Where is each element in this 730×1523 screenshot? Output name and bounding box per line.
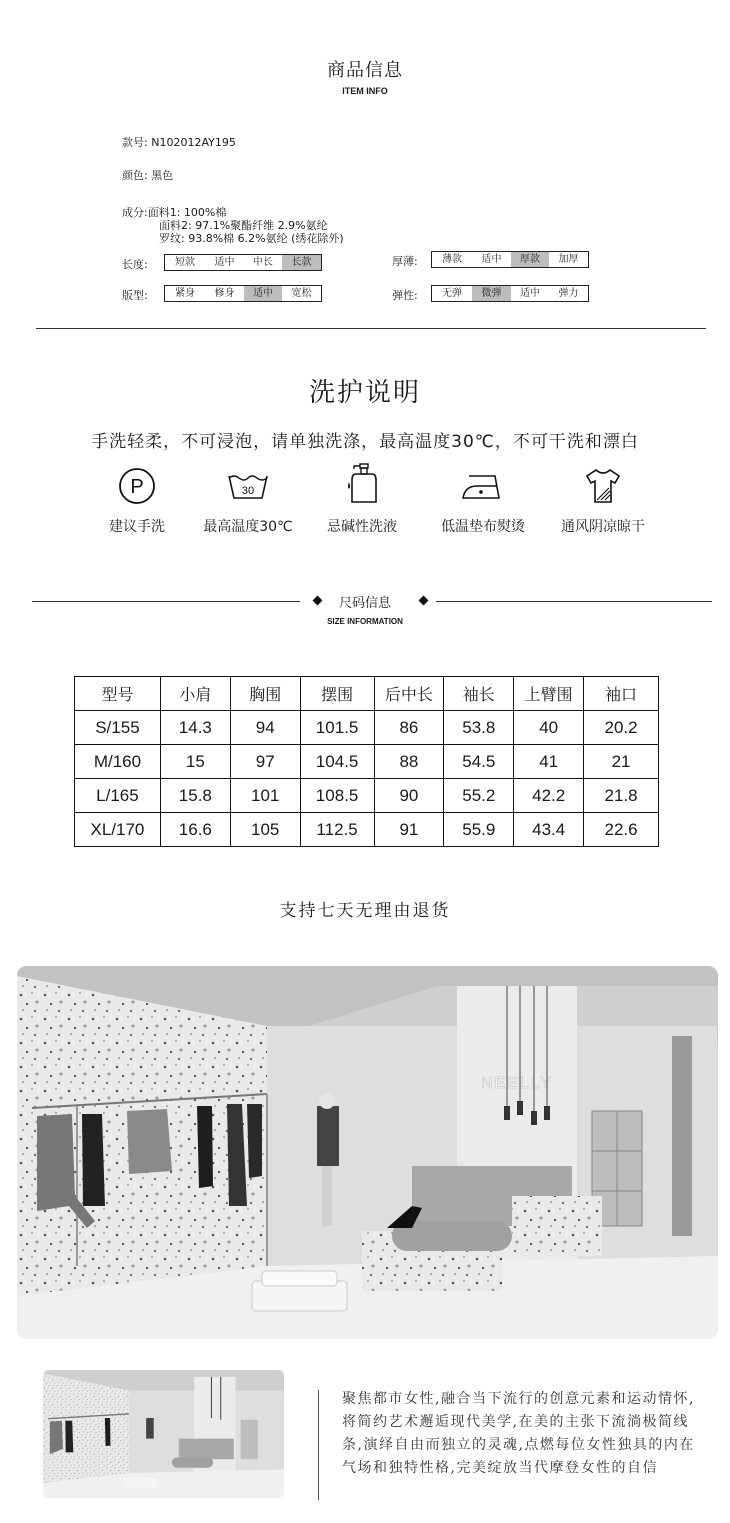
p-icon-letter: P	[130, 476, 144, 498]
table-cell: 55.2	[444, 779, 514, 813]
table-cell: 14.3	[160, 711, 230, 745]
iron-low-icon	[459, 466, 507, 506]
store-photo	[17, 966, 718, 1339]
shade-dry-shirt-icon	[583, 466, 623, 506]
care-title: 洗护说明	[308, 378, 421, 408]
care-item-iron	[423, 466, 543, 536]
table-row	[75, 711, 659, 745]
elasticity-label: 弹性:	[392, 289, 418, 302]
table-cell: 16.6	[160, 813, 230, 847]
size-table-header	[75, 677, 659, 711]
table-row	[75, 779, 659, 813]
care-item-detergent	[302, 462, 422, 536]
table-cell: 94	[230, 711, 300, 745]
elasticity-option-medium: 适中	[520, 288, 540, 299]
table-cell: 55.9	[444, 813, 514, 847]
composition-label: 成分:	[122, 206, 148, 219]
care-label-detergent: 忌碱性洗液	[327, 519, 397, 535]
thickness-option-thin: 薄款	[442, 254, 462, 265]
table-cell: XL/170	[75, 813, 161, 847]
style-number-value: N102012AY195	[151, 136, 236, 149]
size-title: 尺码信息	[338, 596, 391, 611]
care-label-shade-dry: 通风阴凉晾干	[561, 519, 645, 535]
table-cell: 91	[374, 813, 444, 847]
table-cell: 43.4	[514, 813, 584, 847]
header-cell: 上臂围	[514, 677, 584, 711]
care-label-iron: 低温垫布熨烫	[441, 519, 525, 535]
info-title: 商品信息	[327, 60, 403, 81]
fit-option-tight: 紧身	[175, 288, 195, 299]
elasticity-option-none: 无弹	[442, 288, 462, 299]
wash-temp-text: 30	[241, 485, 255, 497]
length-label: 长度:	[122, 258, 148, 271]
table-cell: S/155	[75, 711, 161, 745]
table-cell: M/160	[75, 745, 161, 779]
composition-line-2: 面料2: 97.1%聚酯纤维 2.9%氨纶	[159, 219, 328, 232]
promo-divider	[318, 1390, 319, 1500]
length-option-long: 长款	[282, 255, 321, 270]
size-rule-right	[436, 601, 712, 602]
thickness-option-thick: 厚款	[511, 252, 549, 267]
fit-option-loose: 宽松	[291, 288, 312, 299]
table-row	[75, 813, 659, 847]
wash-30-icon	[226, 466, 270, 506]
table-cell: 86	[374, 711, 444, 745]
style-number-label: 款号:	[122, 136, 148, 149]
table-cell: 40	[514, 711, 584, 745]
table-cell: 21	[584, 745, 659, 779]
composition	[122, 206, 344, 245]
detergent-bottle-icon	[342, 462, 382, 506]
brand-promo-text: 聚焦都市女性,融合当下流行的创意元素和运动情怀,将简约艺术邂逅现代美学,在美的主张下流淌极简线条,演绎自由而独立的灵魂,点燃每位女性独具的内在气场和独特性格,完美绽放当代摩登女性的自信	[342, 1391, 695, 1476]
care-item-shade-dry	[543, 466, 663, 536]
table-cell: 101.5	[300, 711, 374, 745]
table-cell: 15	[160, 745, 230, 779]
header-cell: 后中长	[374, 677, 444, 711]
table-cell: 53.8	[444, 711, 514, 745]
thickness-option-medium: 适中	[481, 254, 502, 265]
table-cell: 88	[374, 745, 444, 779]
table-cell: 42.2	[514, 779, 584, 813]
elasticity-scale	[431, 285, 589, 302]
fit-label: 版型:	[122, 289, 148, 302]
color-value: 黑色	[151, 169, 174, 182]
length-option-medium: 适中	[214, 257, 235, 268]
color-row	[122, 169, 173, 182]
table-cell: 41	[514, 745, 584, 779]
size-table	[74, 676, 659, 847]
length-option-short: 短款	[175, 257, 195, 268]
store-interior-image	[17, 966, 718, 1339]
length-option-mid-long: 中长	[253, 257, 273, 268]
store-photo-small	[43, 1370, 284, 1498]
table-cell: 15.8	[160, 779, 230, 813]
table-cell: 105	[230, 813, 300, 847]
care-item-hand-wash	[77, 466, 197, 536]
fit-option-regular: 适中	[244, 286, 282, 301]
table-cell: 101	[230, 779, 300, 813]
care-label-hand-wash: 建议手洗	[109, 519, 165, 535]
header-cell: 小肩	[160, 677, 230, 711]
composition-line-3: 罗纹: 93.8%棉 6.2%氨纶 (绣花除外)	[159, 232, 344, 245]
fit-scale	[164, 285, 322, 302]
header-cell: 摆围	[300, 677, 374, 711]
table-cell: 54.5	[444, 745, 514, 779]
table-cell: 21.8	[584, 779, 659, 813]
thickness-option-extra-thick: 加厚	[558, 254, 579, 265]
color-label: 颜色:	[122, 169, 148, 182]
table-cell: 112.5	[300, 813, 374, 847]
header-cell: 型号	[75, 677, 161, 711]
table-row	[75, 745, 659, 779]
returns-policy: 支持七天无理由退货	[279, 901, 451, 921]
header-cell: 袖长	[444, 677, 514, 711]
table-cell: 104.5	[300, 745, 374, 779]
thickness-scale	[431, 251, 589, 268]
table-cell: 22.6	[584, 813, 659, 847]
table-cell: 97	[230, 745, 300, 779]
style-number-row	[122, 136, 236, 149]
table-cell: 20.2	[584, 711, 659, 745]
section-divider	[36, 328, 706, 329]
info-subtitle: ITEM INFO	[342, 86, 388, 96]
professional-clean-p-icon	[117, 466, 157, 506]
elasticity-option-slight: 微弹	[472, 286, 511, 301]
header-cell: 袖口	[584, 677, 659, 711]
table-cell: 108.5	[300, 779, 374, 813]
elasticity-option-stretch: 弹力	[558, 288, 579, 299]
thickness-label: 厚薄:	[392, 255, 418, 268]
store-brand-sign: NEELLY	[480, 1075, 554, 1092]
size-subtitle: SIZE INFORMATION	[327, 617, 403, 626]
store-interior-thumbnail	[43, 1370, 284, 1498]
table-cell: 90	[374, 779, 444, 813]
care-description: 手洗轻柔，不可浸泡，请单独洗涤，最高温度30℃，不可干洗和漂白	[91, 432, 639, 452]
care-label-wash-temp: 最高温度30℃	[203, 519, 293, 535]
header-cell: 胸围	[230, 677, 300, 711]
fit-option-slim: 修身	[214, 288, 235, 299]
length-scale	[164, 254, 322, 271]
care-item-wash-temp	[188, 466, 308, 536]
composition-line-1: 面料1: 100%棉	[147, 206, 227, 219]
table-cell: L/165	[75, 779, 161, 813]
